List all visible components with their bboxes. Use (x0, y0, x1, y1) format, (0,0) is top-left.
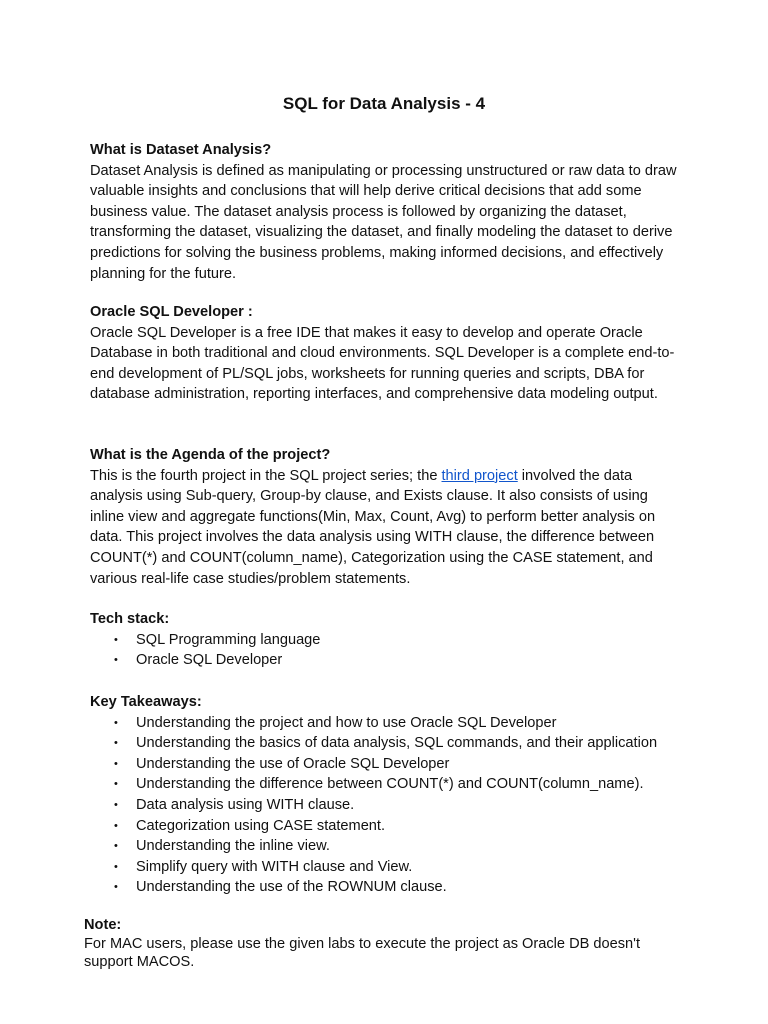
bullet-icon: • (114, 737, 118, 750)
bullet-icon: • (114, 881, 118, 894)
dataset-analysis-section (90, 140, 680, 284)
note-body: For MAC users, please use the given labs to execute the project as Oracle DB doesn't support MACOS. (84, 935, 641, 971)
list-item: • Understanding the inline view. (90, 836, 680, 857)
list-item: • Simplify query with WITH clause and View. (90, 857, 680, 878)
bullet-icon: • (114, 798, 118, 811)
list-item: • Understanding the use of the ROWNUM clause. (90, 877, 680, 898)
tech-stack-heading: Tech stack: (90, 611, 170, 627)
list-item: • Categorization using CASE statement. (90, 816, 680, 837)
oracle-sql-developer-body: Oracle SQL Developer is a free IDE that makes it easy to develop and operate Oracle Database in both traditional and cloud environments. SQL Developer is a complete end-to-end development of PL/SQL jobs, worksheets for running queries and scripts, DBA for database administration, reporting interfaces, and comprehensive data modeling output. (90, 324, 675, 403)
dataset-analysis-body: Dataset Analysis is defined as manipulating or processing unstructured or raw data to draw valuable insights and conclusions that will help derive critical decisions that add some business value. The dataset analysis process is followed by organizing the dataset, transforming the dataset, visualizing the dataset, and finally modeling the dataset to derive predictions for solving the business problems, making informed decisions, and effectively planning for the future. (90, 162, 677, 282)
tech-stack-list (90, 630, 680, 671)
bullet-icon: • (114, 819, 118, 832)
note-heading: Note: (84, 917, 122, 933)
oracle-sql-developer-heading: Oracle SQL Developer : (90, 304, 253, 320)
page-title: SQL for Data Analysis - 4 (282, 94, 486, 113)
bullet-icon: • (114, 757, 118, 770)
agenda-body-start: This is the fourth project in the SQL project series; the (90, 467, 442, 484)
list-item: • Oracle SQL Developer (90, 650, 680, 671)
bullet-icon: • (114, 716, 118, 729)
third-project-link[interactable]: third project (441, 467, 518, 484)
list-item: • Data analysis using WITH clause. (90, 795, 680, 816)
oracle-sql-developer-section (90, 302, 680, 405)
tech-stack-section (90, 609, 680, 671)
note-section (84, 916, 684, 972)
list-item: • Understanding the use of Oracle SQL Developer (90, 754, 680, 775)
agenda-body (90, 466, 680, 590)
list-item: • Understanding the basics of data analysis, SQL commands, and their application (90, 733, 680, 754)
agenda-body-end: involved the data analysis using Sub-query, Group-by clause, and Exists clause. It also consists of using inline view and aggregate functions(Min, Max, Count, Avg) to perform better analysis on data. This project involves the data analysis using WITH clause, the difference between COUNT(*) and COUNT(column_name), Categorization using the CASE statement, and various real-life case studies/problem statements. (90, 467, 656, 587)
key-takeaways-section (90, 692, 680, 898)
list-item: • Understanding the difference between COUNT(*) and COUNT(column_name). (90, 774, 680, 795)
bullet-icon: • (114, 860, 118, 873)
list-item: • SQL Programming language (90, 630, 680, 651)
agenda-heading: What is the Agenda of the project? (90, 447, 331, 463)
bullet-icon: • (114, 654, 118, 667)
list-item: • Understanding the project and how to use Oracle SQL Developer (90, 713, 680, 734)
bullet-icon: • (114, 778, 118, 791)
key-takeaways-list (90, 713, 680, 898)
dataset-analysis-heading: What is Dataset Analysis? (90, 142, 272, 158)
key-takeaways-heading: Key Takeaways: (90, 694, 202, 710)
bullet-icon: • (114, 840, 118, 853)
bullet-icon: • (114, 633, 118, 646)
agenda-section (90, 445, 680, 589)
